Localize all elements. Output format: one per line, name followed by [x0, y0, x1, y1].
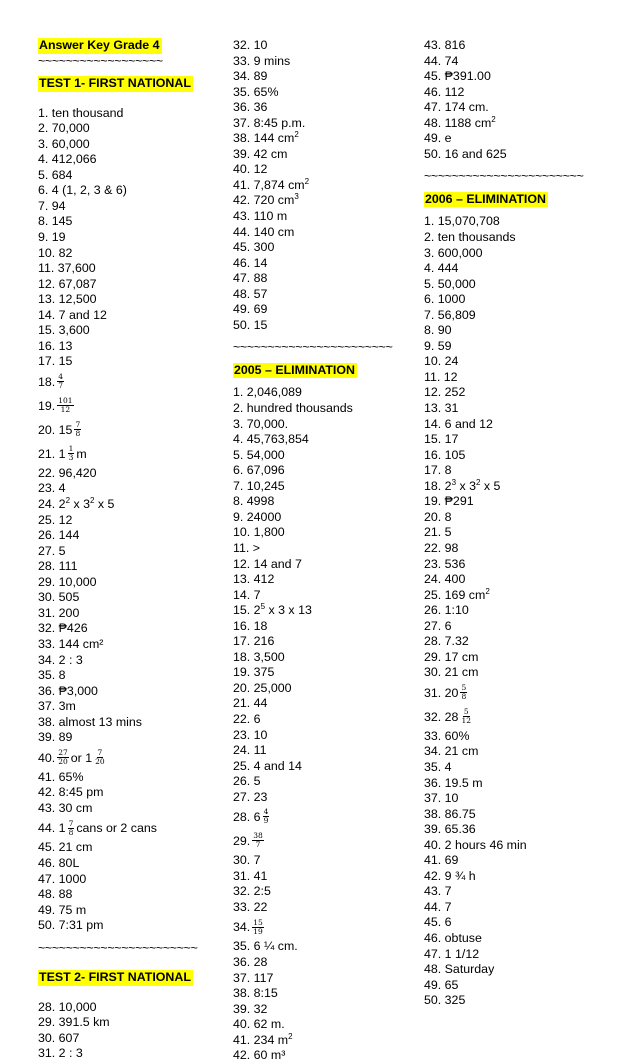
answer-item: 33. 144 cm²: [38, 636, 104, 651]
answer-item: 7. 10,245: [233, 478, 285, 493]
answer-item: 4. 45,763,854: [233, 432, 309, 447]
fraction: $\frac{15}{19}$: [253, 917, 263, 936]
answer-item: 20. 25,000: [233, 680, 292, 695]
fraction: $\frac{5}{12}$: [461, 707, 471, 726]
answer-item: 22. 6: [233, 711, 261, 726]
answer-item: 29. 17 cm: [424, 649, 479, 664]
answer-item: 13. 12,500: [38, 292, 97, 307]
answer-item: 15. $2^5$ x 3 x 13: [233, 602, 312, 618]
answer-item: 24. $2^2$ x $3^2$ x 5: [38, 495, 115, 512]
answer-item: 42. 60 m³: [233, 1048, 286, 1063]
fraction: $\frac{5}{8}$: [461, 683, 467, 702]
answer-item: 37. 117: [233, 970, 274, 985]
answer-item: 2. 70,000: [38, 121, 90, 136]
section-header-test1: TEST 1- FIRST NATIONAL: [39, 76, 191, 91]
answer-item: 36. ₱3,000: [38, 683, 98, 698]
answer-item: 41. 69: [424, 853, 459, 868]
answer-item: 29. 391.5 km: [38, 1015, 110, 1030]
answer-item: 33. 22: [233, 899, 268, 914]
answer-item: 34. 89: [233, 69, 268, 84]
answer-item: 10. 82: [38, 245, 73, 260]
answer-item: 23. 10: [233, 727, 268, 742]
answer-item: 23. 4: [38, 481, 66, 496]
answer-item: 1. 15,070,708: [424, 214, 500, 229]
answer-item: 45. 300: [233, 240, 275, 255]
answer-item: 15. 3,600: [38, 323, 90, 338]
answer-item: 19. ₱291: [424, 494, 474, 509]
answer-item: 31. 41: [233, 868, 268, 883]
answer-item-fraction: 28. 6 $\frac{4}{9}$: [233, 807, 269, 826]
answer-item: 44. 7: [424, 899, 452, 914]
answer-item: 30. 7: [233, 853, 261, 868]
answer-item: 5. 684: [38, 167, 73, 182]
answer-item: 47. 1000: [38, 871, 87, 886]
answer-item: 41. 65%: [38, 769, 84, 784]
answer-item-fraction: 19. $\frac{101}{12}$: [38, 396, 73, 415]
fraction: $\frac{27}{20}$: [58, 748, 68, 766]
answer-item: 45. 6: [424, 915, 452, 930]
answer-item: 12. 252: [424, 385, 466, 400]
answer-item: 17. 15: [38, 354, 73, 369]
answer-item: 49. 69: [233, 302, 268, 317]
answer-item: 37. 8:45 p.m.: [233, 115, 306, 130]
answer-item: 3. 600,000: [424, 245, 483, 260]
answer-item: 8. 4998: [233, 494, 275, 509]
answer-item: 27. 23: [233, 789, 268, 804]
answer-item-fraction: 21. 1 $\frac{1}{3}$ m: [38, 444, 87, 463]
answer-item: 49. 65: [424, 977, 459, 992]
answer-item: 38. almost 13 mins: [38, 714, 142, 729]
answer-item: 43. 110 m: [233, 209, 288, 224]
answer-item: 39. 32: [233, 1001, 268, 1016]
answer-list-2005: [233, 385, 393, 1063]
answer-item: 41. 7,874 $cm^2$: [233, 176, 310, 192]
answer-item: 8. 145: [38, 214, 73, 229]
answer-item: 32. ₱426: [38, 621, 88, 636]
separator: ~~~~~~~~~~~~~~~~~~~~~~~: [38, 940, 198, 955]
answer-item: 27. 5: [38, 543, 66, 558]
answer-item: 32. 10: [233, 38, 268, 52]
answer-item: 4. 444: [424, 261, 459, 276]
answer-item: 12. 67,087: [38, 276, 97, 291]
answer-item: 20. 8: [424, 509, 452, 524]
answer-item: 46. 14: [233, 255, 268, 270]
answer-item: 17. 8: [424, 463, 452, 478]
answer-item: 11. 12: [424, 369, 458, 384]
answer-item: 42. 8:45 pm: [38, 785, 104, 800]
answer-item: 42. 720 $cm^3$: [233, 192, 299, 208]
answer-item: 31. 200: [38, 605, 80, 620]
answer-item: 25. 169 $cm^2$: [424, 586, 490, 602]
answer-item: 28. 10,000: [38, 999, 97, 1014]
answer-item: 26. 5: [233, 774, 261, 789]
answer-item: 19. 375: [233, 665, 275, 680]
answer-item: 14. 7: [233, 587, 261, 602]
answer-item: 9. 59: [424, 338, 452, 353]
fraction: $\frac{4}{7}$: [58, 372, 64, 391]
answer-item: 14. 7 and 12: [38, 307, 107, 322]
answer-list-test1: [38, 106, 198, 934]
column-2: [233, 38, 393, 1064]
answer-list-2006: [424, 214, 584, 1008]
answer-item: 31. 2 : 3: [38, 1046, 83, 1061]
answer-list-test2-continued: [424, 38, 584, 162]
answer-item: 40. 12: [233, 162, 268, 177]
answer-item: 2. ten thousands: [424, 230, 516, 245]
answer-item: 21. 5: [424, 525, 452, 540]
answer-item: 48. 1188 $cm^2$: [424, 114, 496, 130]
answer-item: 11. >: [233, 540, 260, 555]
separator: ~~~~~~~~~~~~~~~~~~~~~~~: [233, 340, 393, 355]
fraction: $\frac{7}{8}$: [68, 818, 74, 837]
answer-item: 10. 1,800: [233, 525, 285, 540]
answer-item: 30. 505: [38, 590, 80, 605]
answer-item-fraction: 18. $\frac{4}{7}$: [38, 372, 64, 391]
answer-item: 46. 80L: [38, 855, 80, 870]
answer-item: 35. 6 ¼ cm.: [233, 939, 298, 954]
answer-item: 50. 15: [233, 317, 268, 332]
answer-item: 39. 89: [38, 730, 73, 745]
answer-item: 30. 607: [38, 1030, 80, 1045]
answer-item: 50. 7:31 pm: [38, 918, 104, 933]
answer-item: 7. 56,809: [424, 307, 476, 322]
answer-item-fraction: 29. $\frac{38}{7}$: [233, 831, 263, 850]
answer-item: 18. 3,500: [233, 649, 285, 664]
answer-item: 47. 1 1/12: [424, 946, 480, 961]
answer-item-fraction: 31. 20 $\frac{5}{8}$: [424, 683, 467, 702]
answer-item: 41. 234 $m^2$: [233, 1031, 293, 1047]
answer-item: 33. 60%: [424, 728, 470, 743]
answer-item: 26. 1:10: [424, 603, 469, 618]
answer-item: 25. 4 and 14: [233, 758, 302, 773]
answer-item: 49. e: [424, 131, 452, 146]
answer-item: 16. 18: [233, 618, 268, 633]
answer-item: 34. 21 cm: [424, 744, 479, 759]
answer-item-fraction: 34. $\frac{15}{19}$: [233, 917, 263, 936]
answer-item: 36. 19.5 m: [424, 775, 483, 790]
answer-item: 24. 400: [424, 572, 466, 587]
answer-item: 46. obtuse: [424, 930, 482, 945]
answer-item: 22. 96,420: [38, 465, 97, 480]
answer-item: 22. 98: [424, 540, 459, 555]
answer-item: 47. 174 cm.: [424, 100, 489, 115]
answer-item: 29. 10,000: [38, 574, 97, 589]
answer-item: 9. 19: [38, 230, 66, 245]
answer-item: 28. 111: [38, 559, 78, 574]
answer-item: 16. 105: [424, 447, 466, 462]
answer-item: 16. 13: [38, 338, 73, 353]
answer-item: 40. 2 hours 46 min: [424, 837, 527, 852]
answer-item: 33. 9 mins: [233, 53, 291, 68]
page-title: Answer Key Grade 4: [39, 38, 160, 52]
answer-list-test1-continued: [233, 38, 393, 333]
separator: ~~~~~~~~~~~~~~~~~~: [38, 53, 163, 68]
answer-item: 38. 86.75: [424, 806, 476, 821]
fraction: $\frac{101}{12}$: [58, 396, 73, 415]
answer-item: 49. 75 m: [38, 902, 87, 917]
answer-item-fraction: 32. 28 $\frac{5}{12}$: [424, 707, 471, 726]
answer-item: 36. 36: [233, 100, 268, 115]
fraction: $\frac{4}{9}$: [263, 807, 269, 826]
answer-item: 12. 14 and 7: [233, 556, 302, 571]
answer-item: 40. 62 m.: [233, 1017, 285, 1032]
answer-item: 21. 44: [233, 696, 268, 711]
answer-item: 37. 3m: [38, 699, 76, 714]
answer-item: 39. 42 cm: [233, 146, 288, 161]
answer-item: 28. 7.32: [424, 634, 469, 649]
answer-item: 8. 90: [424, 323, 452, 338]
answer-item: 46. 112: [424, 84, 465, 99]
answer-list-test2: [38, 1000, 198, 1062]
answer-item: 4. 412,066: [38, 152, 97, 167]
section-header-2006: 2006 – ELIMINATION: [425, 191, 546, 206]
fraction: $\frac{38}{7}$: [253, 831, 263, 850]
answer-item: 43. 30 cm: [38, 800, 93, 815]
answer-item: 6. 67,096: [233, 463, 285, 478]
answer-item: 3. 60,000: [38, 136, 90, 151]
fraction: $\frac{1}{3}$: [68, 444, 74, 463]
answer-item: 38. 144 $cm^2$: [233, 130, 299, 146]
answer-item: 11. 37,600: [38, 261, 96, 276]
answer-item: 14. 6 and 12: [424, 416, 493, 431]
answer-item: 1. 2,046,089: [233, 385, 302, 400]
answer-item: 5. 50,000: [424, 276, 476, 291]
answer-item: 13. 31: [424, 401, 459, 416]
answer-item: 35. 8: [38, 668, 66, 683]
answer-item: 48. 57: [233, 286, 268, 301]
answer-item: 45. 21 cm: [38, 840, 93, 855]
section-header-2005: 2005 – ELIMINATION: [234, 362, 355, 377]
answer-item: 39. 65.36: [424, 822, 476, 837]
answer-item: 23. 536: [424, 556, 466, 571]
column-3: [424, 38, 584, 1009]
answer-item: 47. 88: [233, 271, 268, 286]
answer-item: 3. 70,000.: [233, 416, 289, 431]
answer-item: 27. 6: [424, 618, 452, 633]
answer-item: 6. 4 (1, 2, 3 & 6): [38, 183, 127, 198]
answer-item: 5. 54,000: [233, 447, 285, 462]
answer-item: 35. 65%: [233, 84, 279, 99]
answer-item: 26. 144: [38, 528, 80, 543]
answer-item: 48. Saturday: [424, 962, 495, 977]
answer-item: 32. 2:5: [233, 884, 271, 899]
answer-item: 48. 88: [38, 887, 73, 902]
answer-item: 17. 216: [233, 634, 275, 649]
answer-item: 10. 24: [424, 354, 459, 369]
answer-item: 36. 28: [233, 954, 268, 969]
answer-item: 44. 140 cm: [233, 224, 295, 239]
answer-item: 43. 816: [424, 38, 466, 52]
answer-item: 44. 74: [424, 53, 459, 68]
answer-item: 38. 8:15: [233, 986, 278, 1001]
answer-item: 50. 325: [424, 993, 466, 1008]
separator: ~~~~~~~~~~~~~~~~~~~~~~~: [424, 169, 584, 184]
answer-item: 50. 16 and 625: [424, 146, 507, 161]
answer-item-fraction: 20. 15 $\frac{7}{8}$: [38, 420, 81, 439]
fraction: $\frac{7}{20}$: [95, 748, 105, 766]
answer-item: 13. 412: [233, 572, 275, 587]
answer-item: 34. 2 : 3: [38, 652, 83, 667]
answer-item: 9. 24000: [233, 509, 282, 524]
answer-item: 6. 1000: [424, 292, 466, 307]
section-header-test2: TEST 2- FIRST NATIONAL: [39, 970, 191, 985]
answer-item: 37. 10: [424, 791, 459, 806]
answer-item-fraction: 40. $\frac{27}{20}$ or 1 $\frac{7}{20}$: [38, 748, 105, 766]
answer-item: 35. 4: [424, 759, 452, 774]
answer-item: 25. 12: [38, 512, 73, 527]
answer-item: 42. 9 ¾ h: [424, 868, 476, 883]
answer-item: 15. 17: [424, 432, 459, 447]
answer-item: 43. 7: [424, 884, 452, 899]
answer-item: 24. 11: [233, 743, 267, 758]
answer-item: 1. ten thousand: [38, 105, 124, 120]
answer-item: 30. 21 cm: [424, 665, 479, 680]
column-1: [38, 38, 198, 1062]
answer-item: 7. 94: [38, 198, 66, 213]
answer-item: 45. ₱391.00: [424, 69, 491, 84]
fraction: $\frac{7}{8}$: [75, 420, 81, 439]
answer-item: 18. $2^3$ x $3^2$ x 5: [424, 477, 501, 493]
answer-item: 2. hundred thousands: [233, 401, 353, 416]
answer-item-fraction: 44. 1 $\frac{7}{8}$ cans or 2 cans: [38, 818, 157, 837]
